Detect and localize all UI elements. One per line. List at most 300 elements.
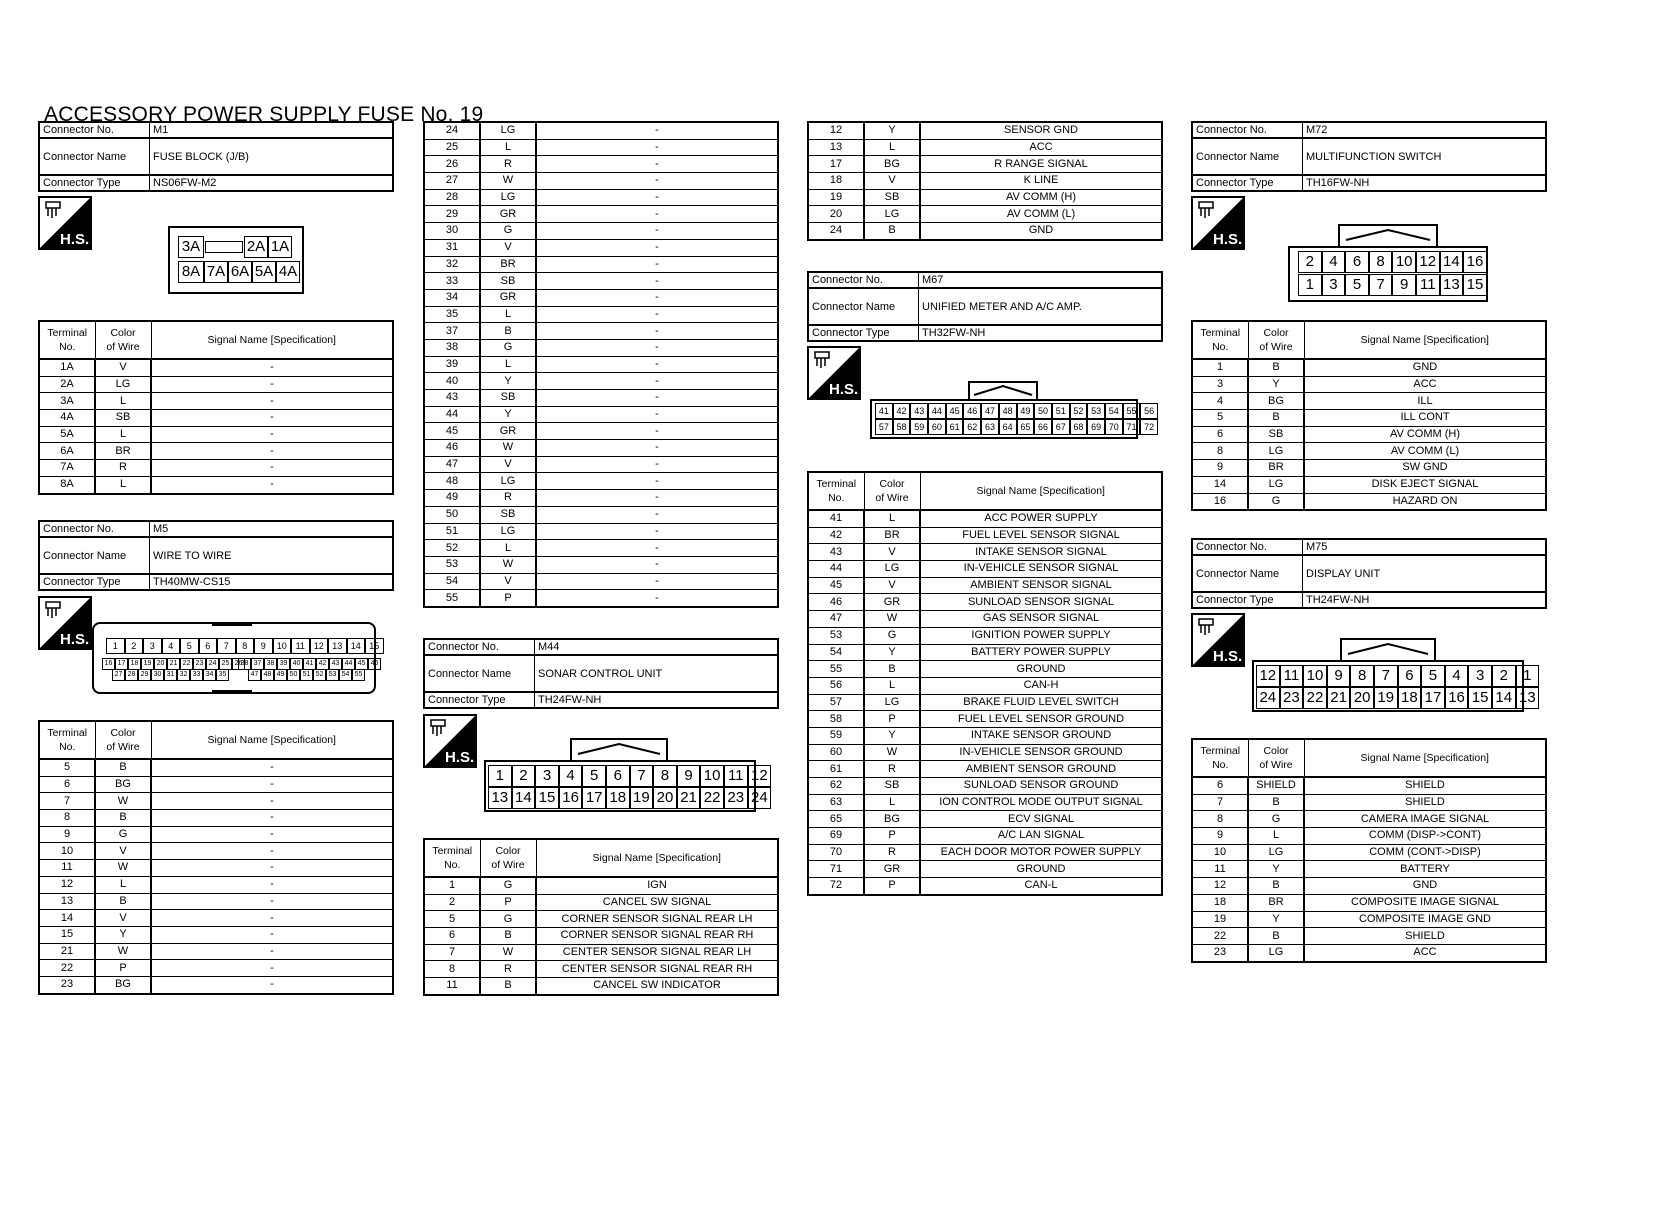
pin: 7	[630, 765, 654, 787]
color-header: Color of Wire	[480, 839, 536, 877]
table-row	[808, 794, 1162, 811]
color-cell: G	[480, 911, 536, 928]
signal-cell: AV COMM (H)	[920, 189, 1162, 206]
terminal-cell: 54	[424, 573, 480, 590]
signal-cell: -	[536, 139, 778, 156]
pin: 68	[1070, 419, 1088, 435]
table-row	[808, 510, 1162, 527]
table-row	[1192, 944, 1546, 961]
table-row	[424, 473, 778, 490]
pin: 58	[893, 419, 911, 435]
pin: 12	[310, 638, 329, 654]
table-row	[808, 828, 1162, 845]
color-cell: SB	[95, 410, 151, 427]
signal-header: Signal Name [Specification]	[536, 839, 778, 877]
m72-connector-face	[1288, 246, 1488, 302]
pin: 6A	[228, 261, 252, 283]
table-row	[424, 289, 778, 306]
signal-cell: SHIELD	[1304, 794, 1546, 811]
table-row	[424, 911, 778, 928]
color-cell: BR	[1248, 894, 1304, 911]
pin: 61	[946, 419, 964, 435]
terminal-cell: 53	[424, 556, 480, 573]
connector-no-label: Connector No.	[808, 272, 919, 288]
connector-type-label: Connector Type	[39, 175, 150, 191]
terminal-cell: 11	[1192, 861, 1248, 878]
m67-terminal-table	[807, 471, 1163, 896]
pin: 62	[963, 419, 981, 435]
pin: 3	[143, 638, 162, 654]
color-cell: SB	[864, 189, 920, 206]
color-cell: Y	[95, 926, 151, 943]
m1-info-table	[38, 121, 394, 192]
terminal-cell: 45	[424, 423, 480, 440]
terminal-cell: 19	[808, 189, 864, 206]
m5-connector-face	[92, 622, 380, 694]
pin: 11	[724, 765, 748, 787]
color-cell: B	[1248, 794, 1304, 811]
terminal-cell: 61	[808, 761, 864, 778]
terminal-cell: 8	[424, 961, 480, 978]
terminal-cell: 58	[808, 711, 864, 728]
color-cell: Y	[480, 406, 536, 423]
signal-cell: SUNLOAD SENSOR GROUND	[920, 778, 1162, 795]
table-row	[424, 206, 778, 223]
color-cell: BR	[1248, 460, 1304, 477]
signal-cell: GAS SENSOR SIGNAL	[920, 611, 1162, 628]
terminal-cell: 2	[424, 894, 480, 911]
table-row	[1192, 777, 1546, 794]
signal-cell: AMBIENT SENSOR SIGNAL	[920, 577, 1162, 594]
terminal-cell: 5A	[39, 426, 95, 443]
pin: 3	[1468, 665, 1492, 687]
color-cell: W	[480, 944, 536, 961]
terminal-cell: 38	[424, 339, 480, 356]
pin: 7A	[204, 261, 228, 283]
signal-cell: ACC	[1304, 944, 1546, 961]
signal-cell: GND	[920, 223, 1162, 240]
pin: 17	[115, 658, 128, 670]
table-row	[808, 644, 1162, 661]
pin: 69	[1087, 419, 1105, 435]
pin: 13	[1516, 687, 1540, 709]
table-row	[39, 410, 393, 427]
signal-cell: GND	[1304, 878, 1546, 895]
table-row	[1192, 393, 1546, 410]
connector-no-label: Connector No.	[1192, 122, 1303, 138]
m72-terminal-table	[1191, 320, 1547, 511]
pin: 15	[1463, 274, 1487, 296]
signal-cell: -	[151, 926, 393, 943]
pin: 2	[1492, 665, 1516, 687]
table-row	[39, 460, 393, 477]
signal-cell: -	[151, 376, 393, 393]
terminal-cell: 46	[808, 594, 864, 611]
connector-type-value: TH24FW-NH	[535, 692, 779, 708]
signal-header: Signal Name [Specification]	[151, 721, 393, 759]
color-cell: BR	[864, 527, 920, 544]
color-cell: P	[864, 828, 920, 845]
signal-cell: ACC POWER SUPPLY	[920, 510, 1162, 527]
table-row	[39, 426, 393, 443]
table-row	[808, 173, 1162, 190]
table-row	[1192, 376, 1546, 393]
color-cell: L	[95, 476, 151, 493]
color-cell: G	[480, 339, 536, 356]
hs-icon	[423, 714, 477, 768]
signal-cell: -	[536, 156, 778, 173]
hs-badge-graphic	[1191, 613, 1245, 667]
color-cell: G	[864, 627, 920, 644]
table-row	[1192, 844, 1546, 861]
table-row	[1192, 493, 1546, 510]
terminal-cell: 52	[424, 540, 480, 557]
terminal-cell: 53	[808, 627, 864, 644]
color-cell: W	[480, 556, 536, 573]
connector-name-label: Connector Name	[1192, 555, 1303, 592]
pin: 51	[300, 669, 313, 681]
pin: 14	[1440, 251, 1464, 273]
color-cell: SB	[1248, 426, 1304, 443]
signal-cell: -	[151, 976, 393, 993]
pin: 41	[875, 403, 893, 419]
table-row	[424, 173, 778, 190]
signal-cell: COMPOSITE IMAGE SIGNAL	[1304, 894, 1546, 911]
pin: 49	[1017, 403, 1035, 419]
terminal-cell: 47	[808, 611, 864, 628]
table-row	[808, 661, 1162, 678]
pin: 23	[724, 787, 748, 809]
table-row	[808, 711, 1162, 728]
signal-cell: COMM (CONT->DISP)	[1304, 844, 1546, 861]
pin: 2	[512, 765, 536, 787]
pin: 51	[1052, 403, 1070, 419]
table-row	[39, 926, 393, 943]
terminal-cell: 30	[424, 223, 480, 240]
color-cell: L	[480, 306, 536, 323]
color-cell: P	[480, 894, 536, 911]
table-row	[424, 944, 778, 961]
hs-icon	[38, 196, 92, 250]
connector-name-label: Connector Name	[39, 537, 150, 574]
color-header: Color of Wire	[1248, 739, 1304, 777]
signal-cell: -	[536, 556, 778, 573]
color-cell: G	[1248, 811, 1304, 828]
signal-cell: -	[151, 893, 393, 910]
pin: 2	[1298, 251, 1322, 273]
pin: 12	[1416, 251, 1440, 273]
terminal-cell: 62	[808, 778, 864, 795]
table-row	[39, 393, 393, 410]
terminal-cell: 25	[424, 139, 480, 156]
terminal-cell: 13	[39, 893, 95, 910]
terminal-cell: 4A	[39, 410, 95, 427]
connector-no-label: Connector No.	[39, 521, 150, 537]
signal-cell: -	[151, 826, 393, 843]
color-cell: B	[864, 661, 920, 678]
color-cell: GR	[480, 206, 536, 223]
table-row	[424, 423, 778, 440]
pin: 5	[1345, 274, 1369, 296]
pin: 34	[203, 669, 216, 681]
pin: 67	[1052, 419, 1070, 435]
color-cell: V	[480, 239, 536, 256]
table-row	[39, 359, 393, 376]
connector-type-value: NS06FW-M2	[150, 175, 394, 191]
pin: 2A	[244, 236, 268, 258]
pin: 16	[559, 787, 583, 809]
table-row	[1192, 811, 1546, 828]
signal-cell: CENTER SENSOR SIGNAL REAR RH	[536, 961, 778, 978]
terminal-cell: 63	[808, 794, 864, 811]
signal-cell: AMBIENT SENSOR GROUND	[920, 761, 1162, 778]
signal-cell: INTAKE SENSOR SIGNAL	[920, 544, 1162, 561]
color-cell: SHIELD	[1248, 777, 1304, 794]
connector-no-value: M44	[535, 639, 779, 655]
color-cell: LG	[1248, 844, 1304, 861]
pin: 13	[488, 787, 512, 809]
pin: 10	[1392, 251, 1416, 273]
terminal-cell: 11	[424, 978, 480, 995]
signal-cell: CORNER SENSOR SIGNAL REAR RH	[536, 928, 778, 945]
pin: 47	[981, 403, 999, 419]
signal-cell: GND	[1304, 359, 1546, 376]
table-row	[424, 506, 778, 523]
terminal-cell: 22	[1192, 928, 1248, 945]
color-cell: G	[95, 826, 151, 843]
color-cell: SB	[480, 390, 536, 407]
pin: 21	[677, 787, 701, 809]
connector-name-label: Connector Name	[424, 655, 535, 692]
table-row	[39, 476, 393, 493]
table-row	[424, 490, 778, 507]
terminal-cell: 71	[808, 861, 864, 878]
color-cell: W	[95, 943, 151, 960]
signal-cell: INTAKE SENSOR GROUND	[920, 727, 1162, 744]
color-cell: LG	[480, 122, 536, 139]
pin: 17	[1421, 687, 1445, 709]
terminal-cell: 5	[39, 759, 95, 776]
signal-cell: CAMERA IMAGE SIGNAL	[1304, 811, 1546, 828]
signal-cell: AV COMM (L)	[1304, 443, 1546, 460]
color-cell: W	[95, 860, 151, 877]
color-cell: GR	[864, 594, 920, 611]
terminal-cell: 49	[424, 490, 480, 507]
table-row	[424, 306, 778, 323]
m5-info-table	[38, 520, 394, 591]
table-row	[808, 206, 1162, 223]
signal-cell: BRAKE FLUID LEVEL SWITCH	[920, 694, 1162, 711]
m5-terminal-table	[38, 720, 394, 995]
color-cell: LG	[480, 473, 536, 490]
terminal-cell: 43	[424, 390, 480, 407]
hs-icon	[807, 346, 861, 400]
terminal-cell: 1	[1192, 359, 1248, 376]
hs-icon	[1191, 613, 1245, 667]
pin: 20	[1350, 687, 1374, 709]
pin: 3	[535, 765, 559, 787]
pin: 24	[1256, 687, 1280, 709]
color-cell: B	[1248, 928, 1304, 945]
pin: 44	[342, 658, 355, 670]
pin: 17	[582, 787, 606, 809]
pin: 64	[999, 419, 1017, 435]
table-row	[424, 877, 778, 894]
m1-terminal-table	[38, 320, 394, 495]
pin: 20	[154, 658, 167, 670]
table-row	[39, 759, 393, 776]
terminal-cell: 55	[424, 590, 480, 607]
color-cell: LG	[864, 694, 920, 711]
pin: 27	[112, 669, 125, 681]
terminal-cell: 22	[39, 960, 95, 977]
pin: 14	[1492, 687, 1516, 709]
table-row	[424, 356, 778, 373]
color-cell: Y	[1248, 911, 1304, 928]
terminal-cell: 29	[424, 206, 480, 223]
color-cell: B	[95, 759, 151, 776]
pin: 46	[963, 403, 981, 419]
connector-no-value: M72	[1303, 122, 1547, 138]
color-cell: L	[480, 540, 536, 557]
table-row	[1192, 928, 1546, 945]
signal-cell: CANCEL SW INDICATOR	[536, 978, 778, 995]
pin: 16	[102, 658, 115, 670]
pin: 23	[1280, 687, 1304, 709]
color-cell: L	[95, 876, 151, 893]
pin: 56	[1140, 403, 1158, 419]
color-cell: Y	[1248, 861, 1304, 878]
table-row	[808, 861, 1162, 878]
terminal-cell: 9	[39, 826, 95, 843]
signal-cell: -	[536, 373, 778, 390]
pin: 22	[1303, 687, 1327, 709]
color-cell: R	[480, 156, 536, 173]
pin: 6	[199, 638, 218, 654]
terminal-cell: 6	[39, 776, 95, 793]
terminal-cell: 37	[424, 323, 480, 340]
color-cell: B	[480, 928, 536, 945]
table-row	[39, 876, 393, 893]
terminal-cell: 69	[808, 828, 864, 845]
color-cell: B	[864, 223, 920, 240]
color-cell: BG	[864, 811, 920, 828]
pin: 12	[748, 765, 772, 787]
pin: 43	[910, 403, 928, 419]
hs-text: H.S.	[1213, 648, 1243, 665]
connector-type-value: TH32FW-NH	[919, 325, 1163, 341]
terminal-cell: 9	[1192, 460, 1248, 477]
color-cell: LG	[864, 561, 920, 578]
color-cell: L	[480, 139, 536, 156]
signal-cell: CAN-H	[920, 677, 1162, 694]
pin: 54	[1105, 403, 1123, 419]
terminal-cell: 14	[39, 910, 95, 927]
pin: 1A	[268, 236, 292, 258]
pin: 29	[138, 669, 151, 681]
pin: 14	[512, 787, 536, 809]
table-row	[808, 694, 1162, 711]
terminal-cell: 17	[808, 156, 864, 173]
signal-cell: -	[536, 306, 778, 323]
signal-cell: FUEL LEVEL SENSOR SIGNAL	[920, 527, 1162, 544]
signal-cell: -	[536, 440, 778, 457]
terminal-cell: 40	[424, 373, 480, 390]
signal-header: Signal Name [Specification]	[1304, 739, 1546, 777]
table-row	[424, 573, 778, 590]
pin: 13	[328, 638, 347, 654]
pin: 10	[700, 765, 724, 787]
signal-cell: -	[536, 256, 778, 273]
table-row	[424, 440, 778, 457]
signal-cell: ECV SIGNAL	[920, 811, 1162, 828]
table-row	[1192, 911, 1546, 928]
terminal-cell: 1A	[39, 359, 95, 376]
terminal-cell: 21	[39, 943, 95, 960]
signal-cell: -	[151, 876, 393, 893]
signal-cell: A/C LAN SIGNAL	[920, 828, 1162, 845]
table-row	[1192, 443, 1546, 460]
pin: 18	[1398, 687, 1422, 709]
terminal-no-header: Terminal No.	[39, 321, 95, 359]
color-cell: GR	[480, 423, 536, 440]
pin: 52	[1070, 403, 1088, 419]
color-cell: G	[1248, 493, 1304, 510]
pin: 8A	[178, 261, 204, 283]
signal-cell: -	[151, 410, 393, 427]
color-header: Color of Wire	[95, 721, 151, 759]
terminal-cell: 47	[424, 456, 480, 473]
color-header: Color of Wire	[864, 472, 920, 510]
signal-cell: DISK EJECT SIGNAL	[1304, 476, 1546, 493]
pin: 49	[274, 669, 287, 681]
pin: 43	[329, 658, 342, 670]
pin: 1	[106, 638, 125, 654]
table-row	[424, 540, 778, 557]
m44-terminal-table	[423, 838, 779, 996]
terminal-cell: 48	[424, 473, 480, 490]
color-cell: W	[480, 440, 536, 457]
pin: 38	[264, 658, 277, 670]
connector-name-label: Connector Name	[39, 138, 150, 175]
color-cell: P	[864, 711, 920, 728]
color-cell: L	[95, 426, 151, 443]
connector-name-label: Connector Name	[1192, 138, 1303, 175]
signal-cell: -	[536, 523, 778, 540]
pin: 19	[141, 658, 154, 670]
terminal-cell: 15	[39, 926, 95, 943]
signal-cell: -	[536, 223, 778, 240]
terminal-cell: 46	[424, 440, 480, 457]
signal-cell: -	[536, 206, 778, 223]
color-cell: P	[864, 878, 920, 895]
terminal-cell: 18	[1192, 894, 1248, 911]
pin: 65	[1017, 419, 1035, 435]
table-row	[424, 223, 778, 240]
signal-cell: SHIELD	[1304, 928, 1546, 945]
table-row	[1192, 426, 1546, 443]
signal-cell: -	[536, 390, 778, 407]
pin: 25	[219, 658, 232, 670]
signal-cell: IGN	[536, 877, 778, 894]
color-header: Color of Wire	[95, 321, 151, 359]
table-row	[1192, 410, 1546, 427]
pin: 57	[875, 419, 893, 435]
pin: 40	[290, 658, 303, 670]
pin: 3A	[178, 236, 204, 258]
signal-cell: ION CONTROL MODE OUTPUT SIGNAL	[920, 794, 1162, 811]
color-cell: BR	[95, 443, 151, 460]
